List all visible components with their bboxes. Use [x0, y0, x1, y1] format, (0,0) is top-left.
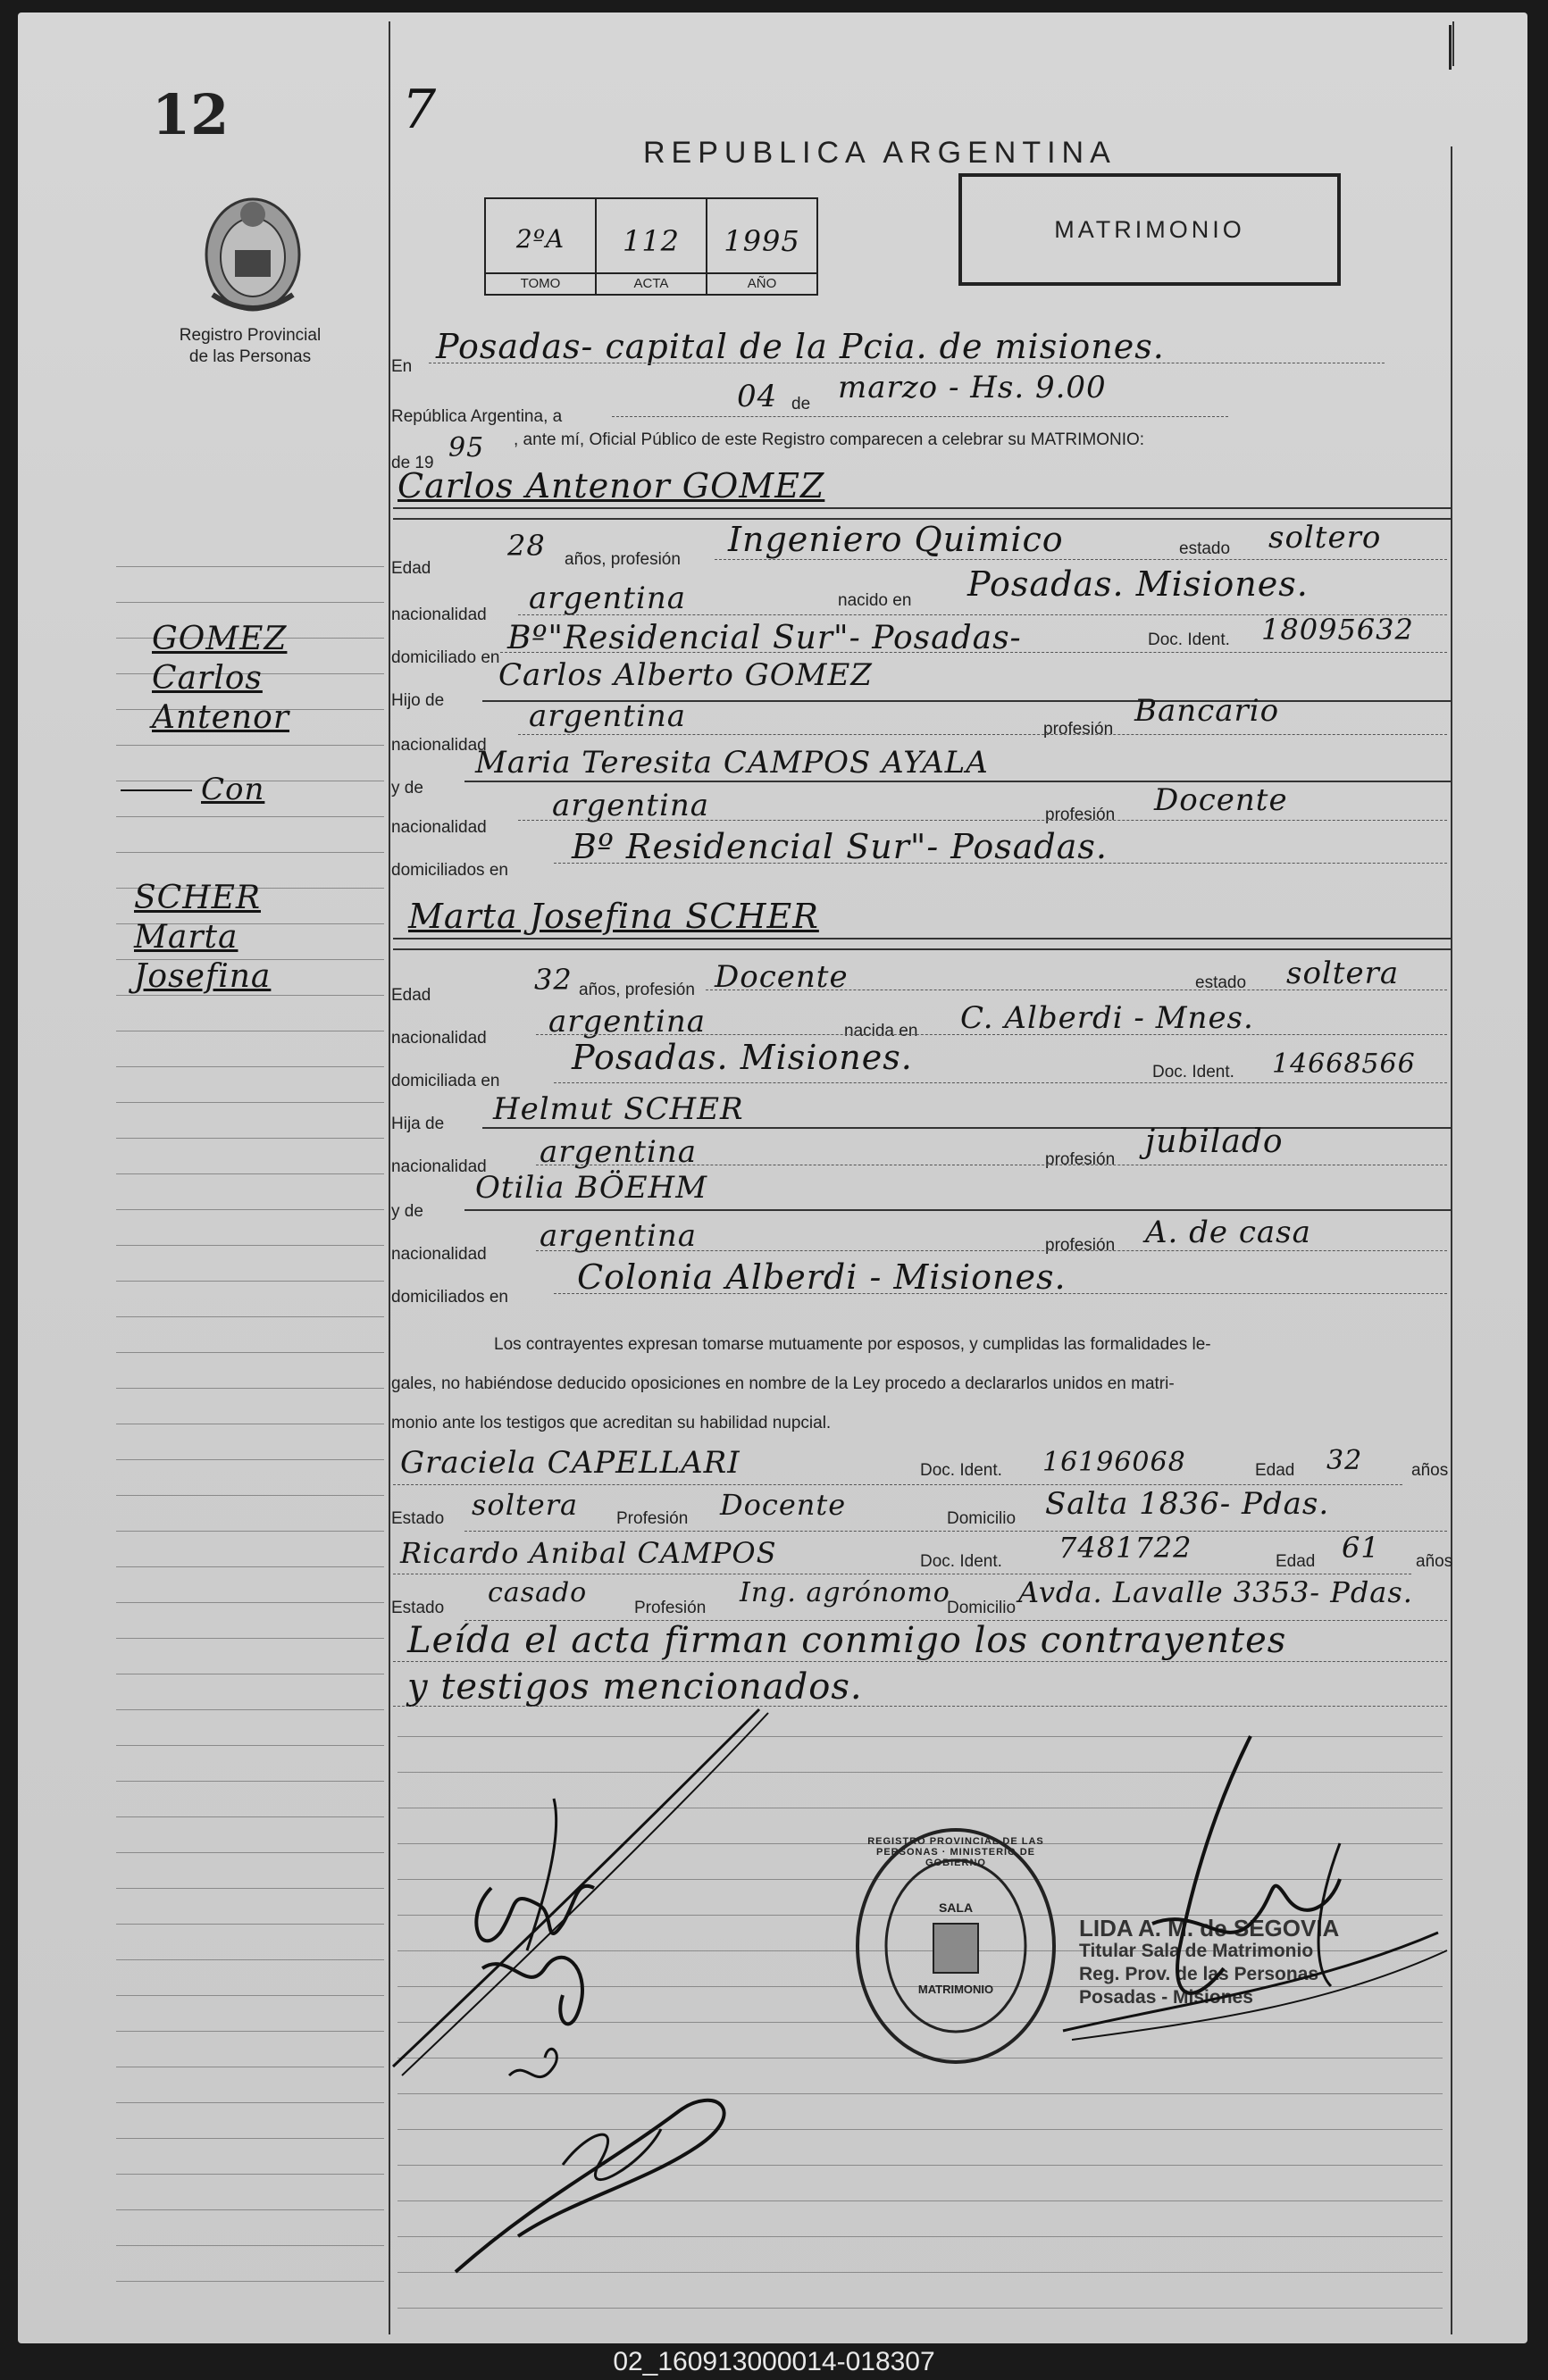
ruled-line	[116, 566, 384, 567]
witness2-profession: Ing. agrónomo	[740, 1577, 950, 1608]
ruled-line	[116, 1138, 384, 1139]
ruled-line	[116, 1602, 384, 1603]
declaration-text	[391, 1325, 1445, 1443]
ruled-line	[116, 852, 384, 853]
stroke-mark	[563, 2129, 661, 2180]
reference-box	[484, 197, 818, 296]
bride-status: soltera	[1286, 956, 1400, 991]
witness-labels-edad: Edad	[1276, 1552, 1316, 1571]
labels-profesion: profesión	[1045, 806, 1116, 824]
label-en: En	[391, 357, 413, 376]
ruled-line	[554, 1293, 1447, 1294]
ruled-line	[116, 816, 384, 817]
footer-code: 02_160913000014-018307	[613, 2347, 935, 2376]
witness-labels-domicilio: Domicilio	[947, 1509, 1017, 1528]
groom-status: soltero	[1268, 520, 1382, 555]
stroke-mark	[456, 2100, 724, 2272]
stamp-center-top: SALA	[938, 1900, 974, 1915]
stamp-ring-text: REGISTRO PROVINCIAL DE LAS PERSONAS · MINISTERIO DE GOBIERNO	[867, 1836, 1044, 1868]
witness2-address: Avda. Lavalle 3353- Pdas.	[1018, 1575, 1413, 1609]
witness1-name: Graciela CAPELLARI	[400, 1445, 741, 1481]
ruled-line	[116, 1459, 384, 1460]
ruled-line	[612, 416, 1228, 417]
bride-address: Posadas. Misiones.	[572, 1038, 913, 1077]
ruled-line	[518, 820, 1447, 821]
ruled-line	[116, 1638, 384, 1639]
tomo-cell	[486, 199, 597, 294]
label-republica: República Argentina, a	[391, 407, 563, 426]
labels-doc-ident: Doc. Ident.	[1148, 630, 1230, 649]
ruled-line	[554, 1082, 1447, 1083]
bride-name: Marta Josefina SCHER	[408, 897, 819, 936]
witness-labels-profesion: Profesión	[616, 1509, 689, 1528]
witness1-profession: Docente	[720, 1488, 847, 1522]
declaration-line3: monio ante los testigos que acreditan su habilidad nupcial.	[391, 1414, 832, 1432]
ruled-line	[500, 652, 1447, 653]
label-de: de	[791, 395, 811, 413]
margin-note-connector: Con	[201, 772, 265, 807]
labels-doc-ident: Doc. Ident.	[1152, 1063, 1234, 1081]
ruled-line	[393, 507, 1452, 509]
labels-nacionalidad: nacionalidad	[391, 736, 487, 755]
ruled-line	[715, 559, 1447, 560]
labels-edad: Edad	[391, 559, 431, 578]
ano-cell	[707, 199, 816, 294]
witness2-doc: 7481722	[1058, 1531, 1192, 1565]
labels-profesion: profesión	[1045, 1236, 1116, 1255]
ruled-line	[116, 1709, 384, 1710]
ruled-line	[116, 2031, 384, 2032]
reference-tomo: 2ºA	[515, 224, 565, 254]
marriage-month-time: marzo - Hs. 9.00	[838, 370, 1107, 405]
groom-father-profession: Bancario	[1134, 693, 1280, 729]
groom-father: Carlos Alberto GOMEZ	[498, 657, 873, 693]
witness1-status: soltera	[472, 1488, 579, 1522]
witness2-age: 61	[1342, 1531, 1380, 1565]
stroke-mark	[527, 1799, 556, 1950]
registry-name	[134, 325, 366, 368]
ruled-line	[116, 1852, 384, 1853]
margin-dash	[121, 789, 192, 791]
labels-nacionalidad: nacionalidad	[391, 605, 487, 624]
labels-nacido-en: nacido en	[838, 591, 912, 610]
ruled-line	[116, 1781, 384, 1782]
ruled-line	[464, 1209, 1452, 1211]
ruled-line	[116, 1924, 384, 1925]
groom-profession: Ingeniero Quimico	[728, 520, 1064, 559]
labels-nacida-en: nacida en	[844, 1022, 918, 1040]
corner-tick	[1449, 25, 1452, 70]
witness2-name: Ricardo Anibal CAMPOS	[400, 1536, 777, 1570]
ruled-line	[116, 1959, 384, 1960]
ruled-line	[116, 2102, 384, 2103]
ruled-line	[116, 1888, 384, 1889]
ruled-line	[116, 2209, 384, 2210]
labels-domiciliados-en: domiciliados en	[391, 1288, 508, 1307]
witness-labels-doc-ident: Doc. Ident.	[920, 1461, 1002, 1480]
contracting-party-signatures	[375, 1700, 804, 2290]
stroke-mark	[476, 1886, 594, 1942]
bride-father-profession: jubilado	[1145, 1123, 1284, 1160]
label-de19: de 19	[391, 454, 434, 472]
registry-stamp	[853, 1825, 1058, 2067]
register-page	[18, 13, 1527, 2343]
groom-parents-address: Bº Residencial Sur"- Posadas.	[572, 827, 1108, 866]
margin-note-line4: SCHER	[134, 880, 261, 916]
bride-birthplace: C. Alberdi - Mnes.	[960, 1000, 1254, 1036]
labels-hijo-de: Hijo de	[391, 691, 445, 710]
bride-mother-profession: A. de casa	[1145, 1215, 1311, 1250]
ruled-line	[518, 734, 1447, 735]
witness1-address: Salta 1836- Pdas.	[1045, 1486, 1330, 1522]
ruled-line	[116, 1281, 384, 1282]
bride-father-nationality: argentina	[540, 1134, 698, 1170]
labels-anos-profesion: años, profesión	[579, 981, 695, 999]
labels-nacionalidad: nacionalidad	[391, 1157, 487, 1176]
reference-ano: 1995	[724, 224, 800, 258]
groom-name: Carlos Antenor GOMEZ	[397, 466, 825, 505]
witness2-status: casado	[488, 1577, 588, 1608]
bride-mother-nationality: argentina	[540, 1218, 698, 1254]
ruled-line	[116, 1566, 384, 1567]
witness1-age: 32	[1326, 1445, 1363, 1476]
ruled-line	[116, 1173, 384, 1174]
reference-acta-label: ACTA	[597, 272, 706, 294]
ruled-line	[116, 1245, 384, 1246]
labels-anos-profesion: años, profesión	[565, 550, 681, 569]
ruled-line	[116, 1209, 384, 1210]
stroke-mark	[240, 202, 265, 227]
groom-mother-profession: Docente	[1154, 782, 1288, 818]
labels-profesion: profesión	[1045, 1150, 1116, 1169]
folio-mark: 7	[402, 79, 438, 141]
official-stamp-line3: Reg. Prov. de las Personas	[1079, 1964, 1319, 1984]
labels-edad: Edad	[391, 986, 431, 1005]
registry-line2: de las Personas	[188, 347, 312, 366]
ruled-line	[116, 1102, 384, 1103]
ruled-line	[482, 1127, 1452, 1129]
stroke-mark	[1072, 1950, 1447, 2040]
bride-age: 32	[534, 963, 573, 997]
groom-nationality: argentina	[529, 580, 687, 616]
ruled-line	[116, 1816, 384, 1817]
labels-y-de: y de	[391, 1202, 423, 1221]
ruled-line	[116, 1495, 384, 1496]
reference-tomo-label: TOMO	[486, 272, 595, 294]
ruled-line	[116, 1316, 384, 1317]
bride-profession: Docente	[715, 959, 849, 995]
ruled-line	[116, 1066, 384, 1067]
bride-doc: 14668566	[1272, 1048, 1416, 1080]
witness1-doc: 16196068	[1042, 1447, 1186, 1478]
stroke-mark	[1177, 1736, 1251, 1993]
witness-labels-estado: Estado	[391, 1599, 445, 1617]
ruled-line	[536, 1250, 1447, 1251]
ruled-line	[393, 938, 1452, 939]
bride-mother: Otilia BÖEHM	[475, 1170, 708, 1206]
official-stamp-line2: Titular Sala de Matrimonio	[1079, 1941, 1314, 1961]
labels-y-de: y de	[391, 779, 423, 798]
ruled-line	[116, 745, 384, 746]
ruled-line	[393, 948, 1452, 950]
right-border-top	[1452, 21, 1454, 66]
witness-labels-estado: Estado	[391, 1509, 445, 1528]
ruled-line	[464, 1531, 1447, 1532]
stroke-mark	[933, 1924, 978, 1973]
margin-note-line5: Marta	[134, 919, 238, 956]
official-stamp-line4: Posadas - Misiones	[1079, 1987, 1253, 2008]
ruled-line	[116, 2245, 384, 2246]
labels-domiciliada-en: domiciliada en	[391, 1072, 500, 1090]
groom-birthplace: Posadas. Misiones.	[967, 564, 1309, 604]
ruled-line	[116, 602, 384, 603]
labels-nacionalidad: nacionalidad	[391, 818, 487, 837]
ruled-line	[554, 863, 1447, 864]
witness-labels-profesion: Profesión	[634, 1599, 707, 1617]
groom-address: Bº"Residencial Sur"- Posadas-	[507, 620, 1022, 656]
page-number: 12	[152, 82, 230, 147]
ruled-line	[116, 1995, 384, 1996]
marriage-day: 04	[737, 379, 778, 414]
groom-mother: Maria Teresita CAMPOS AYALA	[475, 745, 989, 781]
stroke-mark	[509, 2049, 556, 2076]
labels-profesion: profesión	[1043, 720, 1114, 739]
witness-labels-anos: años	[1411, 1461, 1449, 1480]
declaration-line1: Los contrayentes expresan tomarse mutuamente por esposos, y cumplidas las formalidades le-	[494, 1335, 1211, 1354]
ruled-line	[116, 1745, 384, 1746]
bride-nationality: argentina	[548, 1004, 707, 1040]
reference-acta: 112	[622, 224, 681, 258]
labels-domiciliados-en: domiciliados en	[391, 861, 508, 880]
stroke-mark	[235, 250, 271, 277]
labels-estado: estado	[1179, 539, 1231, 558]
official-stamp-line1: LIDA A. M. de SEGOVIA	[1079, 1915, 1340, 1942]
ruled-line	[116, 2281, 384, 2282]
closing-line2: y testigos mencionados.	[407, 1666, 863, 1708]
official-signature	[1045, 1718, 1456, 2058]
ruled-line	[393, 1661, 1447, 1662]
margin-note-line2: Carlos	[152, 660, 263, 697]
ruled-line	[116, 1531, 384, 1532]
labels-nacionalidad: nacionalidad	[391, 1245, 487, 1264]
margin-note-line1: GOMEZ	[152, 621, 288, 657]
ruled-line	[116, 1388, 384, 1389]
ruled-line	[393, 1484, 1402, 1485]
groom-age: 28	[507, 529, 546, 563]
labels-nacionalidad: nacionalidad	[391, 1029, 487, 1048]
margin-note-line6: Josefina	[134, 958, 272, 995]
labels-estado: estado	[1195, 973, 1247, 992]
stroke-mark	[1063, 1933, 1438, 2031]
stroke-mark	[1152, 1879, 1340, 1933]
bride-father: Helmut SCHER	[493, 1091, 744, 1127]
witness-labels-edad: Edad	[1255, 1461, 1295, 1480]
ruled-line	[464, 781, 1452, 782]
groom-doc: 18095632	[1261, 613, 1414, 647]
ruled-line	[536, 1034, 1447, 1035]
witness-labels-domicilio: Domicilio	[947, 1599, 1017, 1617]
witness-labels-doc-ident: Doc. Ident.	[920, 1552, 1002, 1571]
marriage-place: Posadas- capital de la Pcia. de misiones.	[436, 327, 1165, 366]
stamp-center-bottom: MATRIMONIO	[917, 1983, 994, 1996]
stroke-mark	[1318, 1843, 1340, 1986]
doc-type-label: MATRIMONIO	[1054, 216, 1245, 243]
intro-statement: , ante mí, Oficial Público de este Registro comparecen a celebrar su MATRIMONIO:	[514, 430, 1145, 449]
margin-note-line3: Antenor	[152, 699, 290, 736]
ruled-line	[397, 2308, 1443, 2309]
ruled-line	[116, 1352, 384, 1353]
ruled-line	[116, 2174, 384, 2175]
labels-hija-de: Hija de	[391, 1115, 445, 1133]
marriage-year: 95	[448, 432, 485, 463]
bride-parents-address: Colonia Alberdi - Misiones.	[577, 1257, 1067, 1297]
coat-of-arms-icon	[195, 188, 311, 322]
stroke-mark	[402, 1713, 768, 2075]
witness-labels-anos: años	[1416, 1552, 1453, 1571]
labels-domiciliado-en: domiciliado en	[391, 648, 500, 667]
groom-father-nationality: argentina	[529, 698, 687, 734]
margin-note-bride	[134, 879, 271, 997]
groom-mother-nationality: argentina	[552, 788, 710, 823]
declaration-line2: gales, no habiéndose deducido oposiciones en nombre de la Ley procedo a declararlos unidos en matri-	[391, 1374, 1175, 1393]
country-title: REPUBLICA ARGENTINA	[643, 136, 1117, 170]
acta-cell	[597, 199, 707, 294]
margin-note-groom	[152, 620, 289, 738]
registry-line1: Registro Provincial	[179, 326, 322, 345]
closing-line1: Leída el acta firman conmigo los contrayentes	[407, 1620, 1287, 1661]
ruled-line	[116, 2138, 384, 2139]
reference-ano-label: AÑO	[707, 272, 816, 294]
doc-type-box	[958, 173, 1341, 286]
